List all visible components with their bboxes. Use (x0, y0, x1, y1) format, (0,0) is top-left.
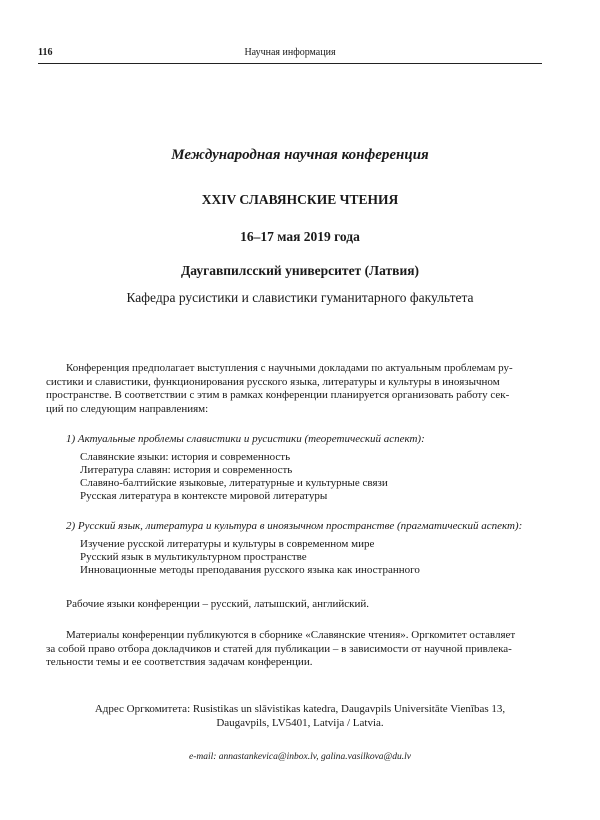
intro-paragraph (46, 362, 560, 416)
publication-line: за собой право отбора докладчиков и статей для публикации – в зависимости от научной привлека- (46, 642, 512, 655)
page-number: 116 (38, 47, 53, 58)
list-item: Славяно-балтийские языковые, литературные и культурные связи (80, 477, 388, 489)
list-item: Русский язык в мультикультурном пространстве (80, 551, 307, 563)
intro-line: пространстве. В соответствии с этим в рамках конференции планируется организовать работу сек- (46, 389, 510, 402)
direction-heading-2: 2) Русский язык, литература и культура в иноязычном пространстве (прагматический аспект): (66, 520, 523, 532)
direction-heading-1: 1) Актуальные проблемы славистики и русистики (теоретический аспект): (66, 433, 425, 445)
list-item: Русская литература в контексте мировой литературы (80, 490, 328, 502)
contact-email[interactable]: e-mail: annastankevica@inbox.lv, galina.vasilkova@du.lv (188, 752, 412, 762)
address-line: Daugavpils, LV5401, Latvija / Latvia. (216, 717, 384, 729)
university-name: Даугавпилсский университет (Латвия) (180, 263, 420, 278)
intro-line: систики и славистики, функционирования русского языка, литературы и культуры в иноязычном (46, 375, 500, 388)
publication-line: Материалы конференции публикуются в сборнике «Славянские чтения». Оргкомитет оставляет (66, 629, 516, 641)
list-item: Изучение русской литературы и культуры в современном мире (80, 538, 375, 550)
conference-dates: 16–17 мая 2019 года (240, 229, 360, 244)
list-item: Славянские языки: история и современность (80, 451, 291, 463)
publication-line: тельности темы и ее соответствия задачам конференции. (46, 656, 313, 669)
running-title: Научная информация (244, 47, 336, 58)
intro-line: ций по следующим направлениям: (46, 402, 209, 415)
running-header (38, 47, 542, 61)
direction-list-2 (80, 538, 420, 577)
publication-paragraph (46, 629, 560, 670)
organizing-committee-address (38, 702, 562, 730)
list-item: Литература славян: история и современность (80, 464, 293, 476)
direction-list-1 (80, 451, 388, 503)
department-name: Кафедра русистики и славистики гуманитарного факультета (126, 290, 474, 305)
list-item: Инновационные методы преподавания русского языка как иностранного (80, 564, 420, 576)
working-languages: Рабочие языки конференции – русский, латышский, английский. (66, 598, 369, 610)
conference-title: XXIV СЛАВЯНСКИЕ ЧТЕНИЯ (201, 192, 399, 207)
intro-line: Конференция предполагает выступления с научными докладами по актуальным проблемам ру- (66, 362, 513, 374)
conference-type: Международная научная конференция (171, 147, 429, 163)
header-rule (38, 63, 542, 64)
address-line: Адрес Оргкомитета: Rusistikas un slāvistikas katedra, Daugavpils Universitāte Vienības 13, (94, 703, 506, 715)
